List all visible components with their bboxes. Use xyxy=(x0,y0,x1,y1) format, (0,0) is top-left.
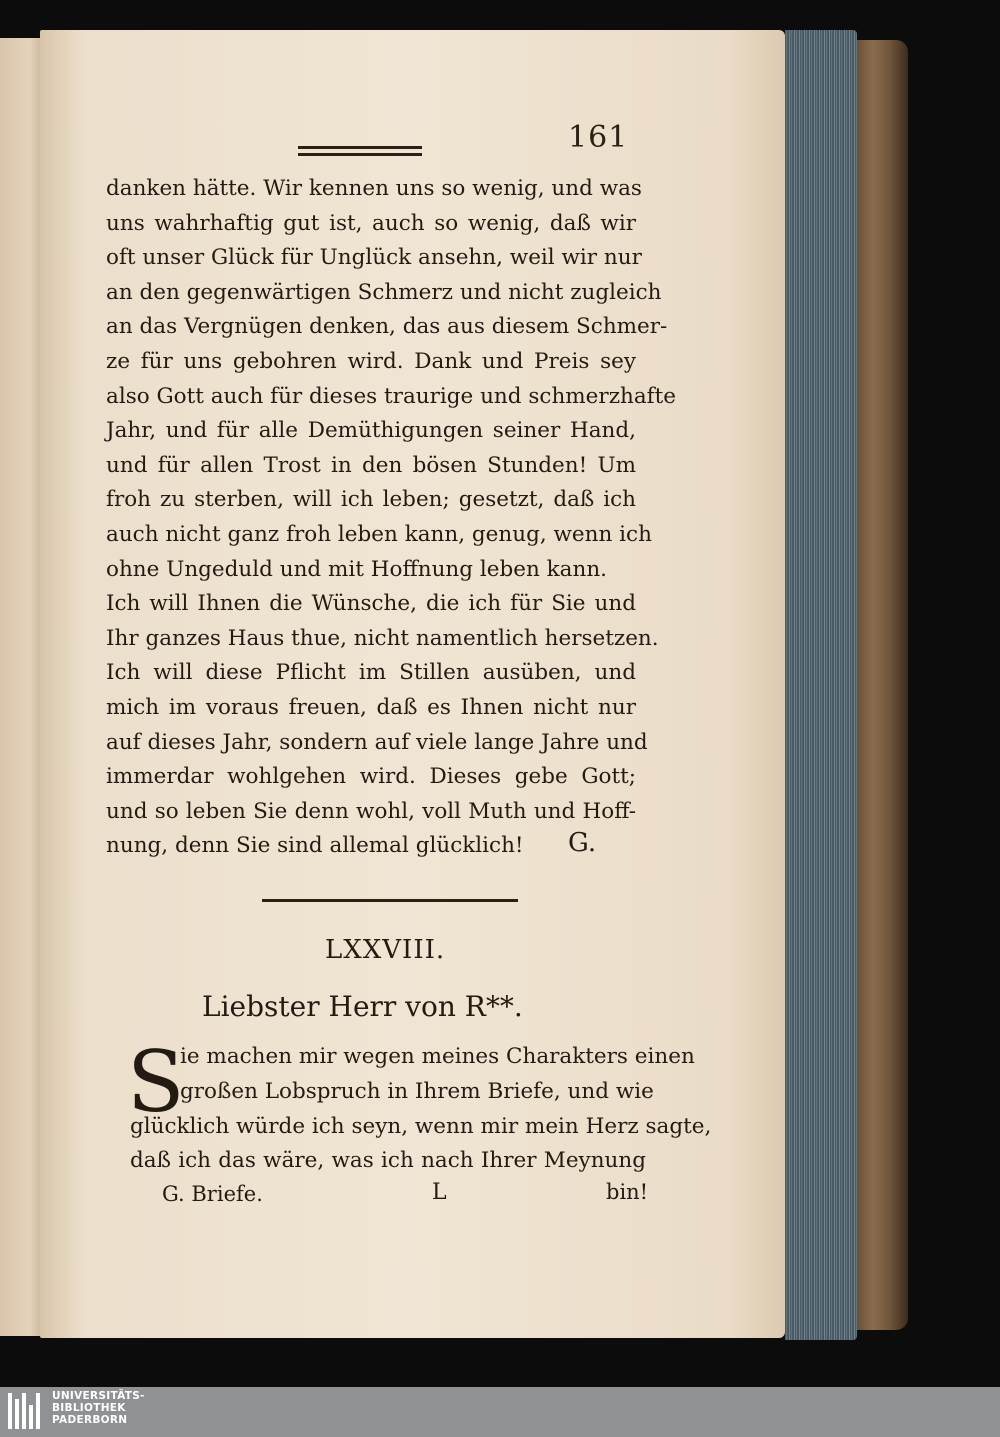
text-line: also Gott auch für dieses traurige und schmerzhafte xyxy=(106,383,677,409)
text-line: an den gegenwärtigen Schmerz und nicht zugleich xyxy=(106,279,662,305)
left-page-edge xyxy=(0,38,43,1336)
text-line: danken hätte. Wir kennen uns so wenig, und was xyxy=(106,176,642,201)
signature-mark: G. Briefe. xyxy=(162,1182,263,1206)
logo-line: BIBLIOTHEK xyxy=(52,1402,126,1414)
text-line: mich im voraus freuen, daß es Ihnen nicht nur xyxy=(106,694,636,720)
text-line: Ich will diese Pflicht im Stillen ausüben, und xyxy=(106,660,636,686)
text-line: an das Vergnügen denken, das aus diesem Schmer- xyxy=(106,314,668,340)
text-line: auf dieses Jahr, sondern auf viele lange Jahre und xyxy=(106,729,648,755)
text-line: Jahr, und für alle Demüthigungen seiner Hand, xyxy=(106,418,636,444)
text-line: ohne Ungeduld und mit Hoffnung leben kann. xyxy=(106,556,608,582)
text-line: großen Lobspruch in Ihrem Briefe, und wie xyxy=(180,1078,654,1104)
letter-body xyxy=(130,1040,712,1179)
letter-salutation: Liebster Herr von R**. xyxy=(202,990,523,1023)
drop-cap: S xyxy=(127,1033,185,1131)
page-number: 161 xyxy=(568,120,629,155)
text-line: glücklich würde ich seyn, wenn mir mein Herz sagte, xyxy=(130,1113,712,1139)
text-line: und so leben Sie denn wohl, voll Muth und Hoff- xyxy=(106,798,636,824)
text-line: oft unser Glück für Unglück ansehn, weil wir nur xyxy=(106,245,642,271)
text-line: und für allen Trost in den bösen Stunden! Um xyxy=(106,452,636,478)
section-divider-rule xyxy=(262,899,518,902)
text-line: froh zu sterben, will ich leben; gesetzt, daß ich xyxy=(106,487,636,513)
logo-line: UNIVERSITÄTS- xyxy=(52,1390,145,1402)
letter-number-heading: LXXVIII. xyxy=(325,935,446,965)
text-line: immerdar wohlgehen wird. Dieses gebe Gott; xyxy=(106,764,636,790)
text-line: daß ich das wäre, was ich nach Ihrer Meynung xyxy=(130,1148,646,1174)
text-line: nung, denn Sie sind allemal glücklich! xyxy=(106,833,524,859)
text-line: ze für uns gebohren wird. Dank und Preis sey xyxy=(106,348,636,374)
book-cover xyxy=(850,40,908,1330)
library-logo-text xyxy=(52,1390,145,1426)
text-line: ie machen mir wegen meines Charakters einen xyxy=(180,1044,695,1069)
header-double-rule xyxy=(298,146,422,156)
text-line: auch nicht ganz froh leben kann, genug, wenn ich xyxy=(106,521,652,547)
page-fore-edge xyxy=(785,30,857,1340)
logo-line: PADERBORN xyxy=(52,1414,128,1426)
letter-signoff: G. xyxy=(568,828,597,858)
gathering-mark: L xyxy=(432,1180,447,1205)
text-line: uns wahrhaftig gut ist, auch so wenig, daß wir xyxy=(106,210,636,236)
catchword: bin! xyxy=(606,1180,649,1204)
text-line: Ich will Ihnen die Wünsche, die ich für Sie und xyxy=(106,591,636,617)
library-footer-bar xyxy=(0,1387,1000,1437)
text-line: Ihr ganzes Haus thue, nicht namentlich hersetzen. xyxy=(106,625,659,651)
library-logo-icon xyxy=(8,1393,44,1429)
body-text xyxy=(106,172,677,864)
